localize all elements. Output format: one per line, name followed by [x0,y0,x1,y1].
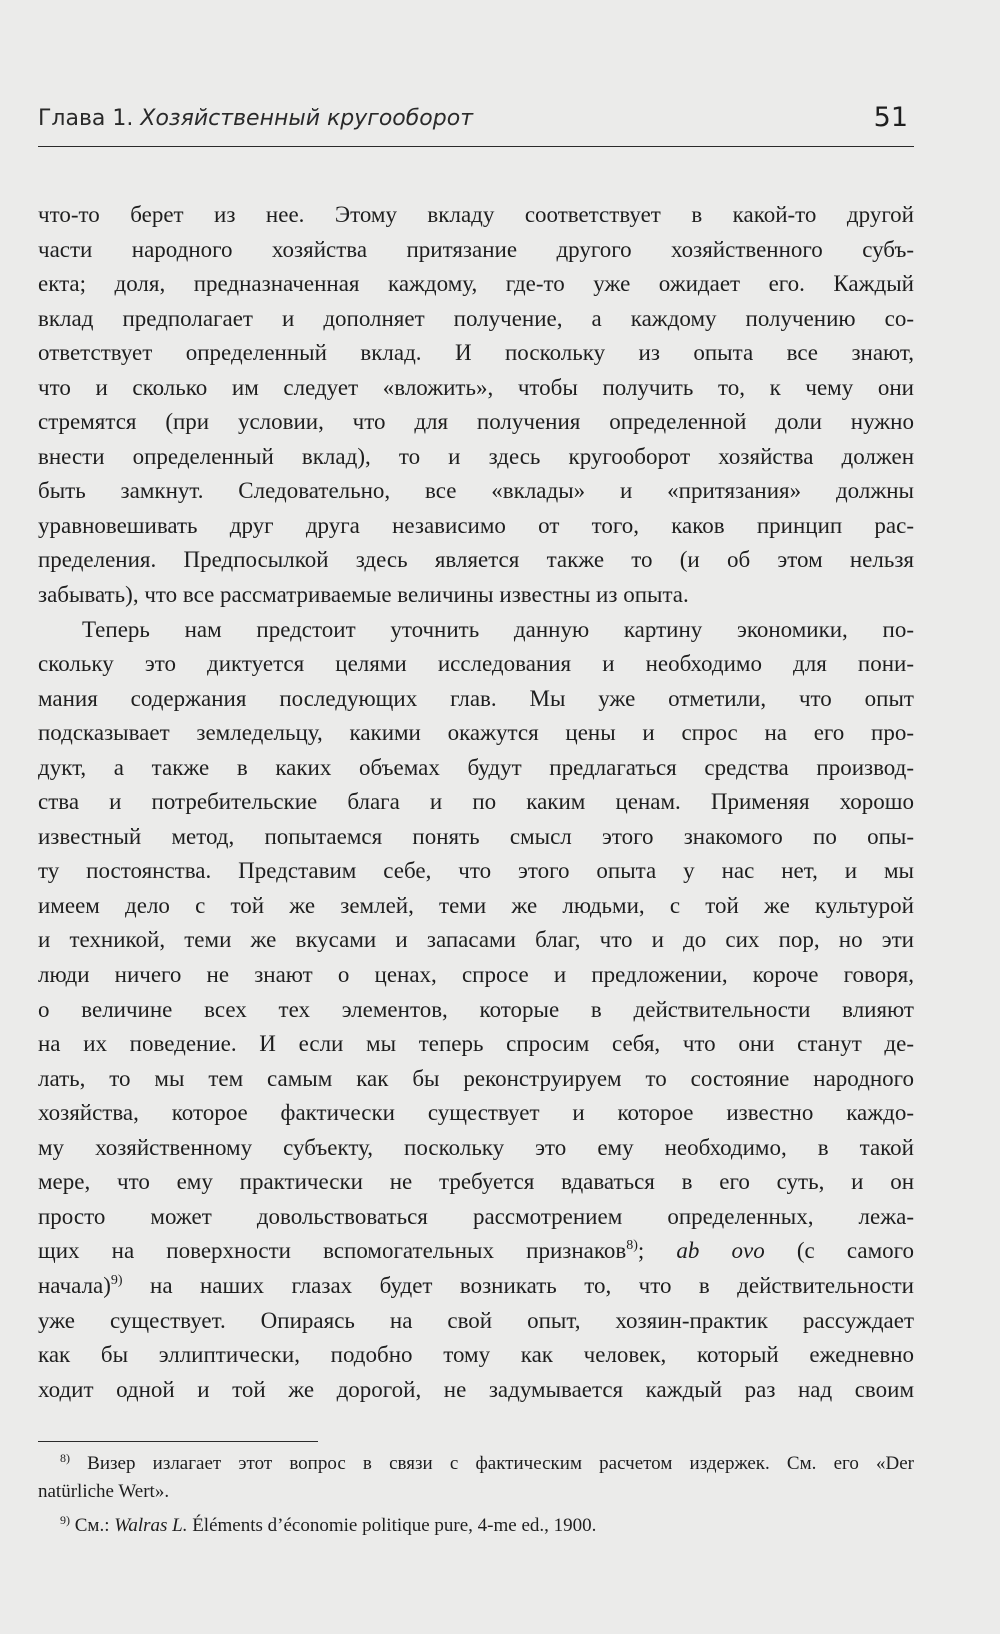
text-line: внести определенный вклад), то и здесь кругооборот хозяйства должен [38,443,914,469]
text-line: известный метод, попытаемся понять смысл этого знакомого по опы- [38,823,914,849]
text-line: му хозяйственному субъекту, поскольку это ему необходимо, в такой [38,1134,914,1160]
footnote-9-number: 9) [60,1513,70,1527]
footnotes [38,1450,914,1540]
latin-phrase: ab ovo [676,1238,765,1264]
text-line: что-то берет из нее. Этому вкладу соответствует в какой-то другой [38,202,914,227]
text-line: уже существует. Опираясь на свой опыт, хозяин-практик рассуждает [38,1307,914,1333]
footnote-text: См.: [70,1515,115,1536]
footnote-ref-8[interactable]: 8) [626,1238,638,1254]
text-line: скольку это диктуется целями исследования и необходимо для пони- [38,651,914,677]
footnote-8-number: 8) [60,1451,70,1465]
footnote-9 [38,1512,914,1540]
text-line: подсказывает земледельцу, какими окажутся цены и спрос на его про- [38,720,914,746]
text-line: лать, то мы тем самым как бы реконструируем то состояние народного [38,1065,914,1091]
chapter-number: Глава 1. [38,106,134,131]
text-segment: (с самого [764,1238,915,1264]
text-line: на их поведение. И если мы теперь спросим себя, что они станут де- [38,1031,914,1057]
footnote-text: Éléments d’économie politique pure, 4-me ed., 1900. [187,1515,597,1536]
main-text [38,198,914,1407]
text-line: как бы эллиптически, подобно тому как человек, который ежедневно [38,1342,914,1368]
text-line: стремятся (при условии, что для получения определенной доли нужно [38,409,914,435]
text-line: ответствует определенный вклад. И поскольку из опыта все знают, [38,340,914,366]
text-line: и техникой, теми же вкусами и запасами благ, что и до сих пор, но эти [38,927,914,953]
text-segment: щих на поверхности вспомогательных признаков [38,1238,627,1264]
text-line [38,1269,914,1304]
paragraph-1 [38,198,914,613]
text-line: о величине всех тех элементов, которые в действительности влияют [38,996,914,1022]
chapter-title: Хозяйственный кругооборот [140,106,474,131]
text-line: Теперь нам предстоит уточнить данную картину экономики, по- [82,616,914,642]
text-line: мере, что ему практически не требуется вдаваться в его суть, и он [38,1169,914,1195]
text-line: ства и потребительские блага и по каким ценам. Применяя хорошо [38,789,914,815]
text-line: екта; доля, предназначенная каждому, где-то уже ожидает его. Каждый [38,271,914,297]
text-line: просто может довольствоваться рассмотрением определенных, лежа- [38,1203,914,1229]
text-line: части народного хозяйства притязание другого хозяйственного субъ- [38,236,914,262]
footnote-8-continuation: natürliche Wert». [38,1481,170,1502]
text-line: имеем дело с той же землей, теми же людьми, с той же культурой [38,892,914,918]
text-segment: начала) [38,1272,111,1298]
text-segment: на наших глазах будет возникать то, что в действительности [122,1272,914,1298]
chapter-heading [38,106,473,131]
text-line: ту постоянства. Представим себе, что этого опыта у нас нет, и мы [38,858,914,884]
page-number: 51 [873,102,908,133]
footnote-divider [38,1441,318,1442]
text-line [38,1234,914,1269]
text-line: пределения. Предпосылкой здесь является также то (и об этом нельзя [38,547,914,573]
text-line: вклад предполагает и дополняет получение, а каждому получению со- [38,305,914,331]
text-line: мания содержания последующих глав. Мы уже отметили, что опыт [38,685,914,711]
paragraph-2 [38,613,914,1408]
footnote-ref-9[interactable]: 9) [110,1272,123,1288]
text-line: дукт, а также в каких объемах будут предлагаться средства производ- [38,754,914,780]
text-line: уравновешивать друг друга независимо от того, каков принцип рас- [38,512,914,538]
text-line: что и сколько им следует «вложить», чтобы получить то, к чему они [38,374,914,400]
text-line: быть замкнут. Следовательно, все «вклады» и «притязания» должны [38,478,914,504]
text-line: ходит одной и той же дорогой, не задумывается каждый раз над своим [38,1376,914,1402]
footnote-author: Walras L. [114,1515,188,1536]
text-line: хозяйства, которое фактически существует и которое известно каждо- [38,1100,914,1126]
text-segment: ; [637,1238,677,1264]
text-line: забывать), что все рассматриваемые величины известны из опыта. [38,582,689,608]
footnote-text: Визер излагает этот вопрос в связи с фактическим расчетом издержек. См. его «Der [70,1453,914,1474]
footnote-8 [38,1450,914,1478]
text-line: люди ничего не знают о ценах, спросе и предложении, короче говоря, [38,962,914,988]
running-header [38,100,914,147]
